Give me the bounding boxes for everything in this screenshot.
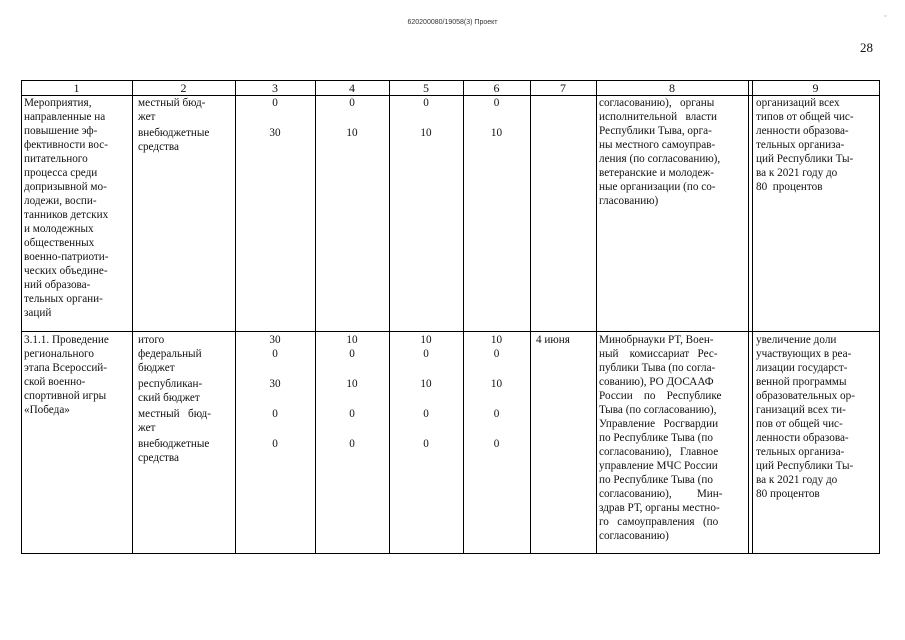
block2-extrabudget-col6: 0 xyxy=(493,438,500,450)
block2-executors: Минобрнауки РТ, Воен- ный комиссариат Рес- публики Тыва (по согла- сованию), РО ДОСААФ России по Республике Тыва (по согласованию), Управление Росгвардии по Республике Тыва (по согласованию), Главное управление МЧС России по Республике Тыва (по согласованию), Мин- здрав РТ, органы местно- го самоуправления (по согласованию) xyxy=(599,334,723,542)
block2-source-federal: федеральный бюджет xyxy=(138,348,202,374)
block2-deadline: 4 июня xyxy=(536,334,570,346)
column-number-9: 9 xyxy=(812,81,819,95)
block2-local-col4: 0 xyxy=(349,408,355,420)
block2-extrabudget-col3: 0 xyxy=(272,438,278,450)
document-header: 620200080/19058(3) Проект xyxy=(407,19,498,26)
corner-mark: ˇ xyxy=(884,14,887,23)
block1-extrabudget-col3: 30 xyxy=(269,127,281,139)
column-number-1: 1 xyxy=(73,81,80,95)
block1-source-local: местный бюд- жет xyxy=(138,97,206,123)
column-number-4: 4 xyxy=(349,81,355,95)
block2-event-name: 3.1.1. Проведение регионального этапа Всероссий- ской военно- спортивной игры «Победа» xyxy=(24,334,109,416)
block2-republic-col4: 10 xyxy=(346,378,358,390)
block2-federal-col6: 0 xyxy=(493,348,500,360)
block1-extrabudget-col4: 10 xyxy=(346,127,358,139)
block1-event-name: Мероприятия, направленные на повышение эф- фективности вос- питательного процесса среди допризывной мо- лодежи, воспи- танников детских и молодежных общественных военно-патриоти- ческих объедине- ний образова- тельных органи- заций xyxy=(24,97,109,319)
column-number-6: 6 xyxy=(493,81,500,95)
block2-republic-col5: 10 xyxy=(420,378,432,390)
block2-federal-col3: 0 xyxy=(272,348,278,360)
block2-total-col3: 30 xyxy=(269,334,281,346)
block2-federal-col5: 0 xyxy=(423,348,429,360)
block2-local-col6: 0 xyxy=(493,408,500,420)
block2-republic-col3: 30 xyxy=(269,378,281,390)
block2-total-col4: 10 xyxy=(346,334,358,346)
block1-indicator: организаций всех типов от общей чис- ленности образова- тельных организа- ций Республики Ты- ва к 2021 году до 80 процентов xyxy=(756,97,854,193)
column-number-2: 2 xyxy=(180,81,187,95)
block2-total-col6: 10 xyxy=(490,334,503,346)
block1-executors: согласованию), органы исполнительной власти Республики Тыва, орга- ны местного самоуправ- ления (по согласованию), ветеранские и молодеж- ные организации (по со- гласованию) xyxy=(599,97,721,207)
block2-local-col5: 0 xyxy=(423,408,429,420)
block2-local-col3: 0 xyxy=(272,408,278,420)
block2-source-extrabudget: внебюджетные средства xyxy=(138,438,210,464)
block1-local-col4: 0 xyxy=(349,97,355,109)
block1-local-col6: 0 xyxy=(493,97,500,109)
block2-federal-col4: 0 xyxy=(349,348,355,360)
block2-extrabudget-col5: 0 xyxy=(423,438,429,450)
block1-local-col5: 0 xyxy=(423,97,429,109)
block1-extrabudget-col5: 10 xyxy=(420,127,432,139)
block2-republic-col6: 10 xyxy=(490,378,503,390)
block2-source-local: местный бюд- жет xyxy=(138,408,211,434)
block2-total-col5: 10 xyxy=(420,334,432,346)
block1-source-extrabudget: внебюджетные средства xyxy=(138,127,210,153)
block2-source-total: итого xyxy=(138,334,165,346)
block2-extrabudget-col4: 0 xyxy=(349,438,355,450)
block1-local-col3: 0 xyxy=(272,97,278,109)
column-number-8: 8 xyxy=(669,81,675,95)
column-number-3: 3 xyxy=(272,81,278,95)
column-number-7: 7 xyxy=(560,81,566,95)
block2-indicator: увеличение доли участвующих в реа- лизации государст- венной программы образовательных ор- ганизаций всех ти- пов от общей чис- ленности образова- тельных организа- ций Республики Ты- ва к 2021 году до 80 процентов xyxy=(756,334,855,500)
column-number-5: 5 xyxy=(423,81,429,95)
block2-source-republic: республикан- ский бюджет xyxy=(138,378,203,404)
page-number: 28 xyxy=(860,40,873,55)
block1-extrabudget-col6: 10 xyxy=(490,127,503,139)
